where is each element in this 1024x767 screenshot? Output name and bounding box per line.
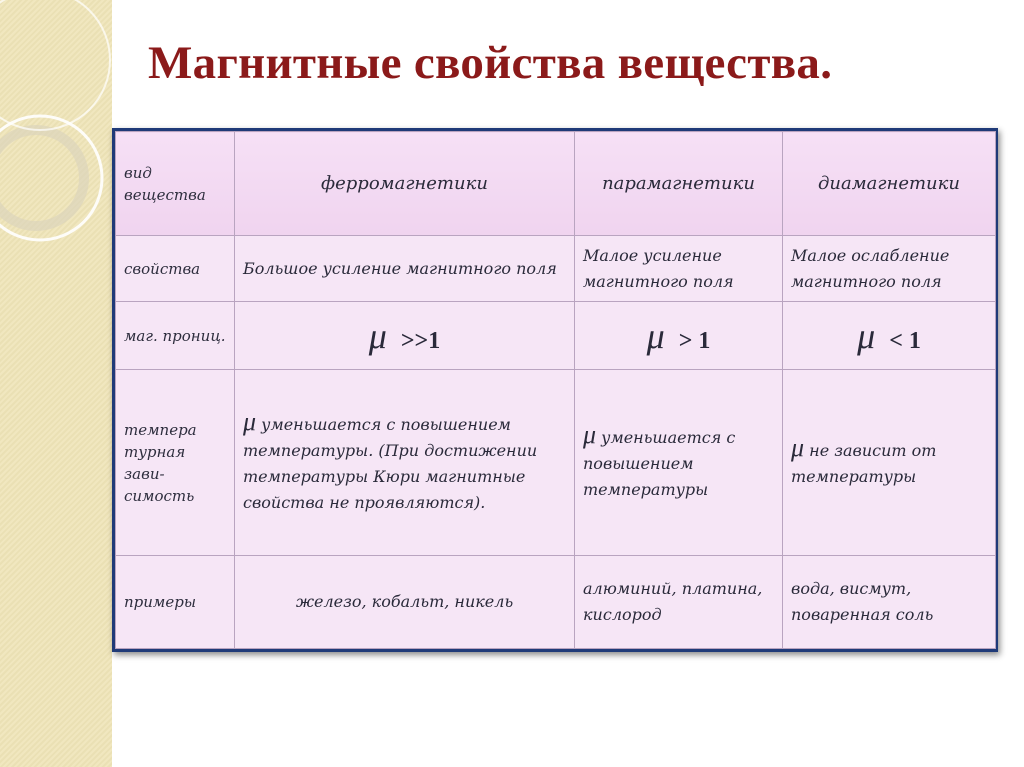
column-header-ferromagnetics: ферромагнетики xyxy=(235,132,575,236)
cell-para-properties: Малое усиление магнитного поля xyxy=(575,236,783,302)
mu-symbol: μ xyxy=(791,433,805,462)
table-row-temperature xyxy=(116,370,996,556)
table-row-permeability xyxy=(116,302,996,370)
cell-ferro-properties: Большое усиление магнитного поля xyxy=(235,236,575,302)
mu-symbol: μ xyxy=(646,315,665,356)
properties-table-frame xyxy=(112,128,998,652)
cell-ferro-temperature xyxy=(235,370,575,556)
cell-dia-permeability xyxy=(783,302,996,370)
cell-ferro-examples: железо, кобальт, никель xyxy=(235,556,575,649)
mu-symbol: μ xyxy=(583,420,597,449)
ferro-permeability-value: >>1 xyxy=(400,327,441,354)
corner-header: вид вещества xyxy=(116,132,235,236)
cell-dia-temperature xyxy=(783,370,996,556)
ferro-temperature-text: уменьшается с повышением температуры. (При достижении температуры Кюри магнитные свойства не проявляются). xyxy=(243,415,538,512)
dia-temperature-text: не зависит от температуры xyxy=(791,441,937,486)
row-label-permeability: маг. прониц. xyxy=(116,302,235,370)
cell-ferro-permeability xyxy=(235,302,575,370)
table-row-properties xyxy=(116,236,996,302)
table-header-row xyxy=(116,132,996,236)
table-row-examples xyxy=(116,556,996,649)
para-temperature-text: уменьшается с повышением температуры xyxy=(583,428,736,499)
cell-dia-properties: Малое ослабление магнитного поля xyxy=(783,236,996,302)
cell-dia-examples: вода, висмут, поваренная соль xyxy=(783,556,996,649)
slide-title: Магнитные свойства вещества. xyxy=(148,37,833,89)
cell-para-examples: алюминий, платина, кислород xyxy=(575,556,783,649)
cell-para-temperature xyxy=(575,370,783,556)
dia-permeability-value: < 1 xyxy=(889,327,921,354)
column-header-diamagnetics: диамагнетики xyxy=(783,132,996,236)
row-label-examples: примеры xyxy=(116,556,235,649)
magnetic-properties-table xyxy=(115,131,996,649)
row-label-temperature: темпера турная зави- симость xyxy=(116,370,235,556)
row-label-properties: свойства xyxy=(116,236,235,302)
mu-symbol: μ xyxy=(857,315,876,356)
para-permeability-value: > 1 xyxy=(678,327,711,354)
mu-symbol: μ xyxy=(243,407,257,436)
mu-symbol: μ xyxy=(368,315,387,356)
column-header-paramagnetics: парамагнетики xyxy=(575,132,783,236)
cell-para-permeability xyxy=(575,302,783,370)
